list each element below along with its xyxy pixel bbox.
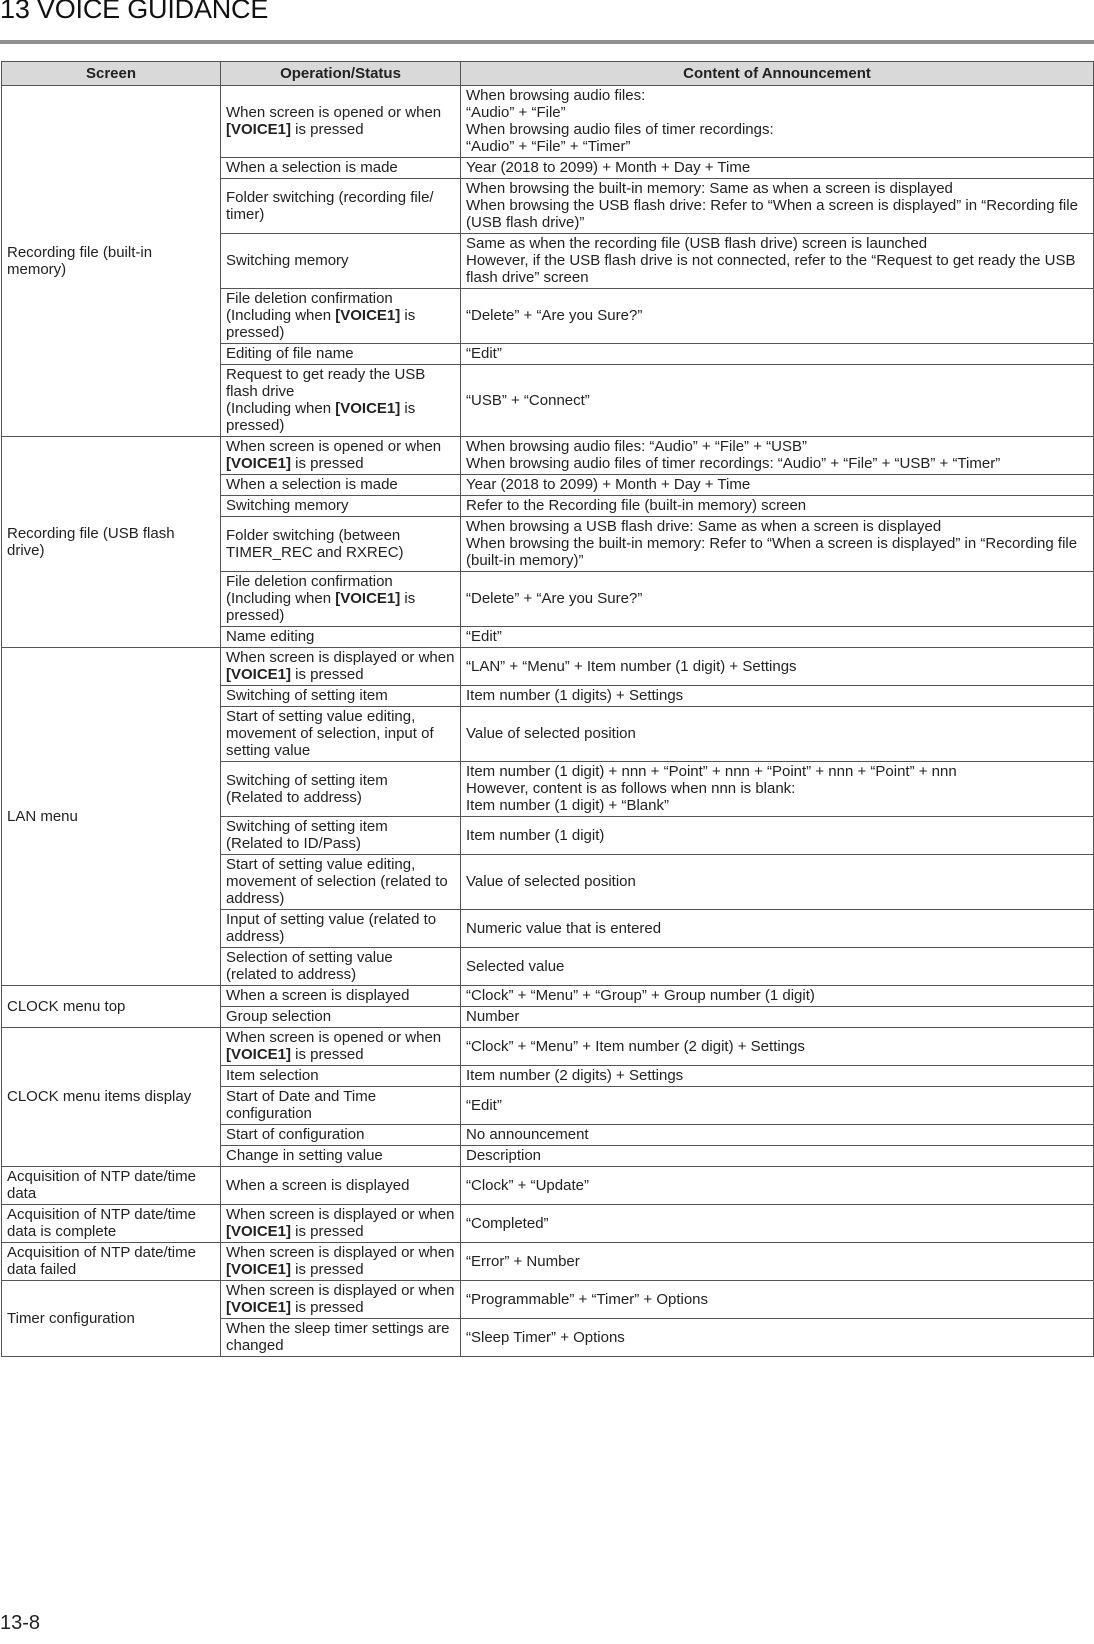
announcement-cell: No announcement	[461, 1125, 1094, 1146]
column-header-operation: Operation/Status	[221, 62, 461, 86]
announcement-cell: Same as when the recording file (USB flash drive) screen is launched However, if the USB flash drive is not connected, refer to the “Request to get ready the USB flash drive” screen	[461, 234, 1094, 289]
operation-cell: File deletion confirmation (Including when [VOICE1] is pressed)	[221, 289, 461, 344]
voice1-key-label: [VOICE1]	[335, 590, 401, 607]
operation-cell: Input of setting value (related to address)	[221, 910, 461, 948]
voice1-key-label: [VOICE1]	[226, 666, 292, 683]
operation-cell: When screen is opened or when [VOICE1] is pressed	[221, 1028, 461, 1066]
operation-cell: When a screen is displayed	[221, 986, 461, 1007]
announcement-cell: “Edit”	[461, 344, 1094, 365]
table-row	[2, 1205, 1094, 1243]
announcement-cell: “Delete” + “Are you Sure?”	[461, 289, 1094, 344]
announcement-cell: Item number (1 digit)	[461, 817, 1094, 855]
operation-cell: Switching of setting item	[221, 686, 461, 707]
screen-cell: Timer configuration	[2, 1281, 221, 1357]
announcement-cell: “Delete” + “Are you Sure?”	[461, 572, 1094, 627]
announcement-cell: Description	[461, 1146, 1094, 1167]
operation-cell: Switching memory	[221, 496, 461, 517]
screen-cell: CLOCK menu items display	[2, 1028, 221, 1167]
table-row	[2, 648, 1094, 686]
screen-cell: Recording file (USB flash drive)	[2, 437, 221, 648]
screen-cell: CLOCK menu top	[2, 986, 221, 1028]
announcement-cell: “Edit”	[461, 1087, 1094, 1125]
announcement-cell: Value of selected position	[461, 707, 1094, 762]
announcement-cell: Year (2018 to 2099) + Month + Day + Time	[461, 158, 1094, 179]
announcement-cell: “Clock” + “Update”	[461, 1167, 1094, 1205]
voice-guidance-table-container	[1, 61, 1093, 1357]
operation-cell: Request to get ready the USB flash drive (Including when [VOICE1] is pressed)	[221, 365, 461, 437]
announcement-cell: When browsing audio files: “Audio” + “File” + “USB” When browsing audio files of timer recordings: “Audio” + “File” + “USB” + “Timer”	[461, 437, 1094, 475]
announcement-cell: Numeric value that is entered	[461, 910, 1094, 948]
voice1-key-label: [VOICE1]	[226, 121, 292, 138]
operation-cell: Folder switching (recording file/ timer)	[221, 179, 461, 234]
operation-cell: File deletion confirmation (Including when [VOICE1] is pressed)	[221, 572, 461, 627]
operation-cell: When a selection is made	[221, 475, 461, 496]
voice-guidance-table	[1, 61, 1094, 1357]
voice1-key-label: [VOICE1]	[335, 400, 401, 417]
operation-cell: When screen is opened or when [VOICE1] is pressed	[221, 86, 461, 158]
announcement-cell: “Programmable” + “Timer” + Options	[461, 1281, 1094, 1319]
operation-cell: Selection of setting value (related to address)	[221, 948, 461, 986]
voice1-key-label: [VOICE1]	[226, 1299, 292, 1316]
operation-cell: When screen is displayed or when [VOICE1] is pressed	[221, 1205, 461, 1243]
operation-cell: Item selection	[221, 1066, 461, 1087]
announcement-cell: “Completed”	[461, 1205, 1094, 1243]
announcement-cell: “Clock” + “Menu” + Item number (2 digit) + Settings	[461, 1028, 1094, 1066]
operation-cell: Group selection	[221, 1007, 461, 1028]
operation-cell: When screen is displayed or when [VOICE1] is pressed	[221, 1281, 461, 1319]
operation-cell: Switching memory	[221, 234, 461, 289]
operation-cell: Editing of file name	[221, 344, 461, 365]
chapter-title: 13 VOICE GUIDANCE	[0, 0, 269, 24]
operation-cell: When screen is opened or when [VOICE1] is pressed	[221, 437, 461, 475]
table-body	[2, 86, 1094, 1357]
table-row	[2, 1243, 1094, 1281]
operation-cell: When a screen is displayed	[221, 1167, 461, 1205]
operation-cell: When screen is displayed or when [VOICE1] is pressed	[221, 1243, 461, 1281]
announcement-cell: “Clock” + “Menu” + “Group” + Group number (1 digit)	[461, 986, 1094, 1007]
announcement-cell: “Error” + Number	[461, 1243, 1094, 1281]
screen-cell: LAN menu	[2, 648, 221, 986]
page-number: 13-8	[0, 1612, 41, 1634]
voice1-key-label: [VOICE1]	[226, 1046, 292, 1063]
operation-cell: Name editing	[221, 627, 461, 648]
table-row	[2, 1281, 1094, 1319]
announcement-cell: Item number (2 digits) + Settings	[461, 1066, 1094, 1087]
operation-cell: Switching of setting item (Related to address)	[221, 762, 461, 817]
screen-cell: Acquisition of NTP date/time data failed	[2, 1243, 221, 1281]
announcement-cell: Refer to the Recording file (built-in memory) screen	[461, 496, 1094, 517]
screen-cell: Recording file (built-in memory)	[2, 86, 221, 437]
table-header-row	[2, 62, 1094, 86]
column-header-screen: Screen	[2, 62, 221, 86]
operation-cell: Switching of setting item (Related to ID/Pass)	[221, 817, 461, 855]
announcement-cell: Number	[461, 1007, 1094, 1028]
announcement-cell: Selected value	[461, 948, 1094, 986]
screen-cell: Acquisition of NTP date/time data	[2, 1167, 221, 1205]
operation-cell: Start of configuration	[221, 1125, 461, 1146]
announcement-cell: Value of selected position	[461, 855, 1094, 910]
table-row	[2, 86, 1094, 158]
screen-cell: Acquisition of NTP date/time data is complete	[2, 1205, 221, 1243]
announcement-cell: When browsing a USB flash drive: Same as when a screen is displayed When browsing the built-in memory: Refer to “When a screen is displayed” in “Recording file (built-in memory)”	[461, 517, 1094, 572]
table-row	[2, 986, 1094, 1007]
operation-cell: Folder switching (between TIMER_REC and RXREC)	[221, 517, 461, 572]
operation-cell: When a selection is made	[221, 158, 461, 179]
announcement-cell: “Sleep Timer” + Options	[461, 1319, 1094, 1357]
voice1-key-label: [VOICE1]	[226, 1261, 292, 1278]
operation-cell: When screen is displayed or when [VOICE1] is pressed	[221, 648, 461, 686]
announcement-cell: “Edit”	[461, 627, 1094, 648]
announcement-cell: “LAN” + “Menu” + Item number (1 digit) + Settings	[461, 648, 1094, 686]
announcement-cell: Year (2018 to 2099) + Month + Day + Time	[461, 475, 1094, 496]
announcement-cell: Item number (1 digit) + nnn + “Point” + nnn + “Point” + nnn + “Point” + nnn However, content is as follows when nnn is blank: Item number (1 digit) + “Blank”	[461, 762, 1094, 817]
voice1-key-label: [VOICE1]	[226, 1223, 292, 1240]
title-rule	[0, 40, 1094, 44]
operation-cell: Start of setting value editing, movement of selection (related to address)	[221, 855, 461, 910]
operation-cell: Start of setting value editing, movement of selection, input of setting value	[221, 707, 461, 762]
column-header-content: Content of Announcement	[461, 62, 1094, 86]
operation-cell: When the sleep timer settings are changed	[221, 1319, 461, 1357]
announcement-cell: When browsing the built-in memory: Same as when a screen is displayed When browsing the USB flash drive: Refer to “When a screen is displayed” in “Recording file (USB flash drive)”	[461, 179, 1094, 234]
announcement-cell: When browsing audio files: “Audio” + “File” When browsing audio files of timer recordings: “Audio” + “File” + “Timer”	[461, 86, 1094, 158]
table-row	[2, 1167, 1094, 1205]
announcement-cell: Item number (1 digits) + Settings	[461, 686, 1094, 707]
table-row	[2, 437, 1094, 475]
voice1-key-label: [VOICE1]	[226, 455, 292, 472]
operation-cell: Start of Date and Time configuration	[221, 1087, 461, 1125]
announcement-cell: “USB” + “Connect”	[461, 365, 1094, 437]
table-row	[2, 1028, 1094, 1066]
voice1-key-label: [VOICE1]	[335, 307, 401, 324]
operation-cell: Change in setting value	[221, 1146, 461, 1167]
